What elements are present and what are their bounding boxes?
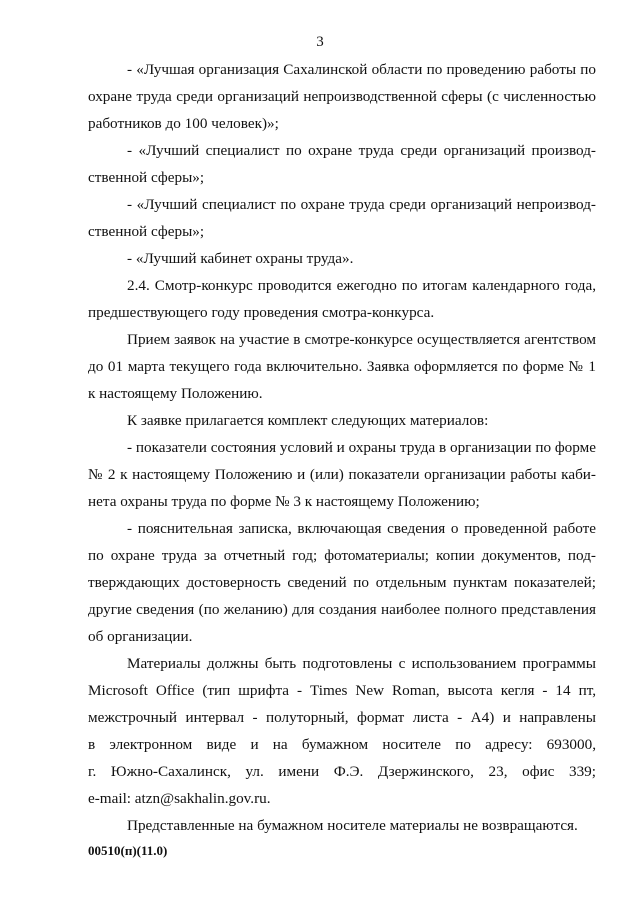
text-line: ственной сферы»;	[88, 223, 205, 240]
text-line: охране труда среди организаций непроизводственной сферы (с численностью	[88, 88, 596, 105]
text-line: ственной сферы»;	[88, 169, 205, 186]
text-line: - показатели состояния условий и охраны труда в организации по форме	[127, 439, 596, 456]
text-line: e-mail: atzn@sakhalin.gov.ru.	[88, 790, 271, 807]
text-line: - «Лучшая организация Сахалинской области по проведению работы по	[127, 61, 596, 78]
text-line: межстрочный интервал - полуторный, формат листа - А4) и направлены	[88, 709, 596, 726]
text-line: Материалы должны быть подготовлены с использованием программы	[127, 655, 596, 672]
text-line: 2.4. Смотр-конкурс проводится ежегодно по итогам календарного года,	[127, 277, 596, 294]
text-line: № 2 к настоящему Положению и (или) показатели организации работы каби-	[88, 466, 596, 483]
text-line: Microsoft Office (тип шрифта - Times New Roman, высота кегля - 14 пт,	[88, 682, 596, 699]
text-line: Представленные на бумажном носителе материалы не возвращаются.	[127, 817, 578, 834]
text-line: об организации.	[88, 628, 193, 645]
text-line: - «Лучший специалист по охране труда среди организаций производ-	[127, 142, 596, 159]
text-line: в электронном виде и на бумажном носителе по адресу: 693000,	[88, 736, 596, 753]
text-line: Прием заявок на участие в смотре-конкурсе осуществляется агентством	[127, 331, 596, 348]
text-line: работников до 100 человек)»;	[88, 115, 279, 132]
text-line: другие сведения (по желанию) для создания наиболее полного представления	[88, 601, 596, 618]
text-line: нета охраны труда по форме № 3 к настоящему Положению;	[88, 493, 480, 510]
page-number: 3	[316, 34, 324, 50]
text-line: - пояснительная записка, включающая сведения о проведенной работе	[127, 520, 596, 537]
text-line: предшествующего году проведения смотра-конкурса.	[88, 304, 435, 321]
document-code: 00510(п)(11.0)	[88, 843, 168, 858]
text-line: до 01 марта текущего года включительно. Заявка оформляется по форме № 1	[88, 358, 596, 375]
text-line: к настоящему Положению.	[88, 385, 263, 402]
text-line: по охране труда за отчетный год; фотоматериалы; копии документов, под-	[88, 547, 596, 564]
text-line: - «Лучший кабинет охраны труда».	[127, 250, 354, 267]
text-line: г. Южно-Сахалинск, ул. имени Ф.Э. Дзержинского, 23, офис 339;	[88, 763, 596, 780]
text-line: - «Лучший специалист по охране труда среди организаций непроизвод-	[127, 196, 596, 213]
text-line: К заявке прилагается комплект следующих материалов:	[127, 412, 489, 429]
text-line: тверждающих достоверность сведений по отдельным пунктам показателей;	[88, 574, 596, 591]
